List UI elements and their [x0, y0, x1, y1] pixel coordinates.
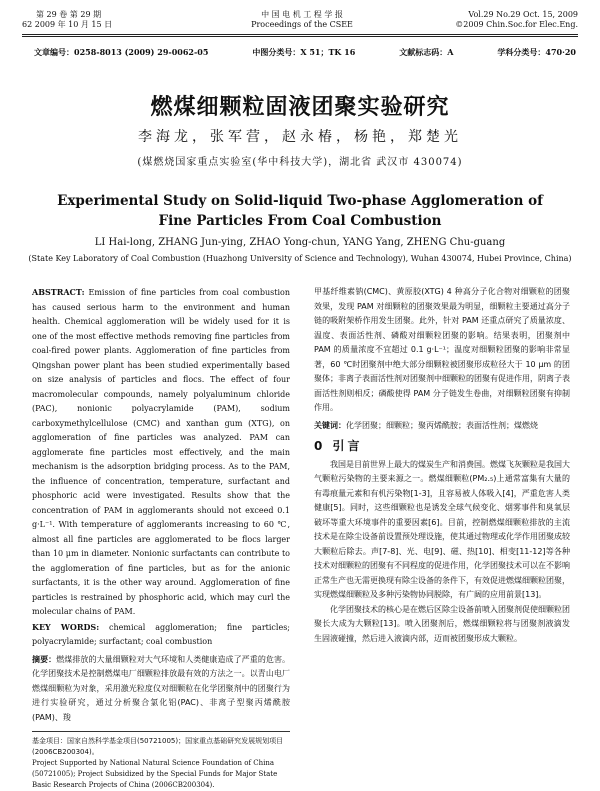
abstract-cn-start — [32, 653, 290, 726]
affiliation-en: (State Key Laboratory of Coal Combustion (Huazhong University of Science and Technology), Wuhan 430074, Hubei Province, China) — [28, 254, 572, 263]
authors-en: LI Hai-long, ZHANG Jun-ying, ZHAO Yong-chun, YANG Yang, ZHENG Chu-guang — [94, 237, 506, 248]
title-en-line2: Fine Particles From Coal Combustion — [158, 213, 442, 229]
title-en-line1: Experimental Study on Solid-liquid Two-phase Agglomeration of — [57, 193, 543, 209]
header-left — [22, 10, 112, 30]
affiliation-cn: (煤燃烧国家重点实验室(华中科技大学)，湖北省 武汉市 430074) — [137, 157, 463, 168]
keywords-cn — [314, 419, 570, 434]
keywords-cn-label: 关键词： — [314, 420, 346, 430]
header-center — [202, 10, 402, 30]
abstract-cn-continued: 甲基纤维素钠(CMC)、黄原胶(XTG) 4 种高分子化合物对细颗粒的团聚效果，发现 PAM 对细颗粒的团聚效果最为明显，细颗粒主要通过高分子链的吸附架桥作用发生团聚。此外，针对 PAM 还重点研究了质量浓度、温度、表面活性剂、磷酸对细颗粒团聚的影响。结果表明，团聚剂中 PAM 的质量浓度不宜超过 0.1 g·L⁻¹；温度对细颗粒团聚的影响非常显著，60 ℃时团聚剂中绝大部分细颗粒被团聚形成粒径大于 10 μm 的团聚体；非离子表面活性剂对团聚剂中细颗粒的团聚有促进作用，阴离子表面活性剂则相反；磷酸使得 PAM 分子链发生卷曲，对细颗粒团聚有抑制作用。 — [314, 287, 570, 412]
header-rule — [22, 34, 578, 35]
section-number: 0 — [314, 439, 326, 453]
intro-paragraph-1: 我国是目前世界上最大的煤炭生产和消费国。燃煤飞灰颗粒是我国大气颗粒污染物的主要来源之一。燃煤细颗粒(PM₂.₅)上通常富集有大量的有毒痕量元素和有机污染物[1-3]，且容易被人体吸入[4]，严重危害人类健康[5]。同时，这些细颗粒也是诱发全球气候变化、烟雾事件和臭氧层破坏等重大环境事件的重要因素[6]。目前，控制燃煤细颗粒排放的主流技术是在除尘设备前设置预处理设施，使其通过物理或化学作用团聚成较大颗粒后除去。声[7-8]、光、电[9]、磁、热[10]、相变[11-12]等各种技术对细颗粒的团聚有不同程度的促进作用，化学团聚技术可以在不影响正常生产也无需更换现有除尘设备的条件下，有效促进燃煤细颗粒团聚，实现燃煤细颗粒及多种污染物协同脱除，有广阔的应用前景[13]。 — [314, 459, 570, 599]
funding-footnote — [32, 731, 290, 791]
authors-cn: 李海龙，张军营，赵永椿，杨艳，郑楚光 — [138, 129, 462, 145]
title-cn: 燃煤细颗粒固液团聚实验研究 — [150, 95, 450, 120]
funding-en: Project Supported by National Natural Science Foundation of China (50721005); Project Subsidized by the Special Funds for Major State Basic Research Projects of China (2006CB200304). — [32, 759, 278, 789]
journal-name-en: Proceedings of the CSEE — [251, 20, 353, 29]
left-column — [32, 285, 290, 791]
subject-code: 学科分类号：470·20 — [497, 47, 576, 57]
journal-header — [22, 6, 578, 44]
keywords-en-label: KEY WORDS: — [32, 621, 100, 632]
abstract-en-text: Emission of fine particles from coal combustion has caused serious harm to the environment and human health. Chemical agglomeration will be widely used for it is one of the most effective methods removing fine particles from coal-fired power plants. Agglomeration of fine particles from Qingshan power plant has been studied experimentally based on size analysis of particles and flocs. The effect of four macromolecular compounds, namely polyaluminum chloride (PAC), nonionic polyacrylamide (PAM), sodium carboxymethylcellulose (CMC) and xanthan gum (XTG), on agglomeration of fine particles was analyzed. PAM can agglomerate fine particles most effectively, and the main mechanism is the adsorption bridging process. As to the PAM, the influence of concentration, temperature, surfactant and phosphoric acid were investigated. Results show that the concentration of PAM in agglomerants should not exceed 0.1 g·L⁻¹. With temperature of agglomerants increasing to 60 ℃, almost all fine particles are agglomerated to be flocs larger than 10 μm in diameter. Nonionic surfactants can contribute to the agglomeration of fine particles, but as for the anionic surfactants, it is the other way around. Agglomeration of fine particles is restrained by phosphoric acid, which may curl the molecular chains of PAM. — [32, 288, 290, 616]
keywords-en — [32, 620, 290, 650]
header-right — [455, 10, 578, 30]
header-rule-thin — [22, 36, 578, 37]
keywords-cn-text: 化学团聚；细颗粒；聚丙烯酰胺；表面活性剂；煤燃烧 — [346, 420, 538, 430]
abstract-cn-label: 摘要： — [32, 654, 57, 664]
abstract-en-label: ABSTRACT: — [32, 287, 85, 297]
keywords-en-text: chemical agglomeration; fine particles; polyacrylamide; surfactant; coal combustion — [32, 622, 290, 646]
section-heading — [314, 439, 570, 454]
abstract-en — [32, 285, 290, 620]
volume-issue: 第 29 卷 第 29 期 — [36, 10, 102, 19]
intro-paragraph-2: 化学团聚技术的核心是在燃后区除尘设备前喷入团聚剂促使细颗粒团聚长大成为大颗粒[13]。喷入团聚剂后，燃煤细颗粒将与团聚剂液滴发生固液碰撞，然后进入液滴内部，迈而被团聚形成大颗粒。 — [314, 604, 570, 643]
abstract-cn-text: 燃煤排放的大量细颗粒对大气环境和人类健康造成了严重的危害。化学团聚技术是控制燃煤电厂细颗粒排放最有效的方法之一。以青山电厂燃煤细颗粒为对象，采用激光粒度仪对细颗粒在化学团聚剂中的团聚行为进行实验研究，通过分析聚合氯化铝(PAC)、非离子型聚丙烯酰胺(PAM)、羧 — [32, 654, 291, 722]
funding-cn: 基金项目：国家自然科学基金项目(50721005)；国家重点基础研究发展规划项目(2006CB200304)。 — [32, 737, 284, 756]
clc-number: 中图分类号：X 51；TK 16 — [252, 47, 356, 57]
title-en — [0, 191, 600, 231]
right-column — [314, 285, 570, 646]
document-code: 文献标志码：A — [399, 47, 454, 57]
page-date: 62 2009 年 10 月 15 日 — [22, 20, 113, 29]
classification-codes — [34, 47, 576, 58]
section-title: 引言 — [332, 439, 363, 453]
article-number: 文章编号：0258-8013 (2009) 29-0062-05 — [34, 47, 209, 57]
copyright: ©2009 Chin.Soc.for Elec.Eng. — [455, 20, 578, 29]
journal-name-cn: 中 国 电 机 工 程 学 报 — [261, 10, 343, 19]
volume-issue-en: Vol.29 No.29 Oct. 15, 2009 — [468, 10, 578, 19]
